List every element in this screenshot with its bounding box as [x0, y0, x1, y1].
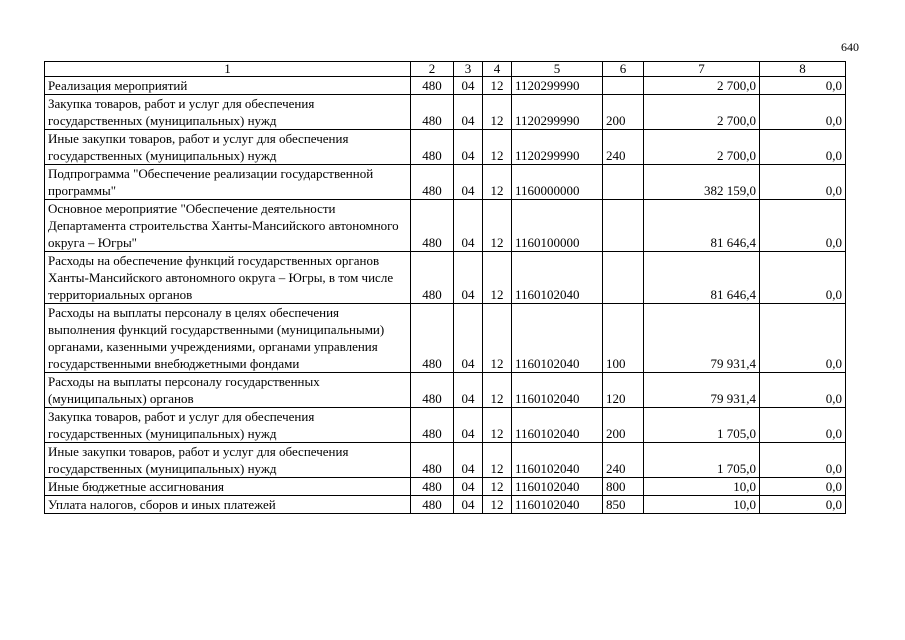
row-amount-federal: 0,0: [760, 165, 846, 200]
row-expense-type: 240: [603, 443, 644, 478]
row-section: 04: [454, 95, 483, 130]
row-target-article: 1120299990: [512, 95, 603, 130]
row-amount: 382 159,0: [644, 165, 760, 200]
row-amount: 2 700,0: [644, 130, 760, 165]
table-row: [45, 408, 846, 443]
row-name: Иные закупки товаров, работ и услуг для обеспечения государственных (муниципальных) нужд: [45, 130, 411, 165]
table-row: [45, 165, 846, 200]
row-amount: 1 705,0: [644, 408, 760, 443]
row-expense-type: [603, 165, 644, 200]
row-target-article: 1120299990: [512, 77, 603, 95]
row-name: Закупка товаров, работ и услуг для обеспечения государственных (муниципальных) нужд: [45, 95, 411, 130]
row-amount-federal: 0,0: [760, 77, 846, 95]
row-expense-type: 240: [603, 130, 644, 165]
row-target-article: 1160102040: [512, 252, 603, 304]
row-ministry-code: 480: [411, 496, 454, 514]
row-name: Расходы на выплаты персоналу в целях обеспечения выполнения функций государственными (муниципальными) органами, казенными учреждениями, органами управления государственными внебюджетными фондами: [45, 304, 411, 373]
row-section: 04: [454, 443, 483, 478]
row-expense-type: 200: [603, 408, 644, 443]
row-amount: 10,0: [644, 496, 760, 514]
row-section: 04: [454, 252, 483, 304]
row-subsection: 12: [483, 478, 512, 496]
row-name: Иные бюджетные ассигнования: [45, 478, 411, 496]
table-row: [45, 478, 846, 496]
row-ministry-code: 480: [411, 478, 454, 496]
row-expense-type: 100: [603, 304, 644, 373]
row-name: Расходы на выплаты персоналу государственных (муниципальных) органов: [45, 373, 411, 408]
table-row: [45, 252, 846, 304]
table-row: [45, 130, 846, 165]
row-subsection: 12: [483, 77, 512, 95]
row-subsection: 12: [483, 95, 512, 130]
row-subsection: 12: [483, 130, 512, 165]
row-amount-federal: 0,0: [760, 304, 846, 373]
row-amount-federal: 0,0: [760, 252, 846, 304]
row-amount: 81 646,4: [644, 252, 760, 304]
row-ministry-code: 480: [411, 95, 454, 130]
column-header: 6: [603, 62, 644, 77]
row-amount: 1 705,0: [644, 443, 760, 478]
column-number-header-row: [45, 62, 846, 77]
row-amount-federal: 0,0: [760, 373, 846, 408]
table-row: [45, 77, 846, 95]
row-amount: 81 646,4: [644, 200, 760, 252]
row-amount-federal: 0,0: [760, 95, 846, 130]
row-name: Уплата налогов, сборов и иных платежей: [45, 496, 411, 514]
row-section: 04: [454, 130, 483, 165]
row-ministry-code: 480: [411, 373, 454, 408]
row-target-article: 1160102040: [512, 478, 603, 496]
column-header: 5: [512, 62, 603, 77]
row-ministry-code: 480: [411, 304, 454, 373]
table-row: [45, 200, 846, 252]
row-target-article: 1160100000: [512, 200, 603, 252]
row-name: Реализация мероприятий: [45, 77, 411, 95]
row-name: Подпрограмма "Обеспечение реализации государственной программы": [45, 165, 411, 200]
row-amount-federal: 0,0: [760, 478, 846, 496]
row-target-article: 1160102040: [512, 304, 603, 373]
row-subsection: 12: [483, 252, 512, 304]
row-target-article: 1160102040: [512, 443, 603, 478]
row-section: 04: [454, 478, 483, 496]
row-target-article: 1160102040: [512, 496, 603, 514]
row-subsection: 12: [483, 200, 512, 252]
row-name: Расходы на обеспечение функций государственных органов Ханты-Мансийского автономного округа – Югры, в том числе территориальных органов: [45, 252, 411, 304]
row-subsection: 12: [483, 408, 512, 443]
row-section: 04: [454, 496, 483, 514]
row-section: 04: [454, 200, 483, 252]
row-expense-type: 800: [603, 478, 644, 496]
table-row: [45, 95, 846, 130]
column-header: 1: [45, 62, 411, 77]
row-expense-type: 120: [603, 373, 644, 408]
row-target-article: 1160000000: [512, 165, 603, 200]
row-expense-type: 850: [603, 496, 644, 514]
row-ministry-code: 480: [411, 165, 454, 200]
page-number: 640: [841, 40, 859, 54]
column-header: 2: [411, 62, 454, 77]
table-row: [45, 443, 846, 478]
row-amount: 10,0: [644, 478, 760, 496]
row-ministry-code: 480: [411, 252, 454, 304]
row-expense-type: [603, 252, 644, 304]
row-subsection: 12: [483, 373, 512, 408]
row-amount-federal: 0,0: [760, 130, 846, 165]
table-row: [45, 373, 846, 408]
row-name: Закупка товаров, работ и услуг для обеспечения государственных (муниципальных) нужд: [45, 408, 411, 443]
row-amount: 79 931,4: [644, 304, 760, 373]
row-amount-federal: 0,0: [760, 443, 846, 478]
row-ministry-code: 480: [411, 200, 454, 252]
row-ministry-code: 480: [411, 130, 454, 165]
row-target-article: 1160102040: [512, 408, 603, 443]
row-expense-type: 200: [603, 95, 644, 130]
row-expense-type: [603, 200, 644, 252]
row-section: 04: [454, 373, 483, 408]
row-name: Основное мероприятие "Обеспечение деятельности Департамента строительства Ханты-Мансийского автономного округа – Югры": [45, 200, 411, 252]
row-subsection: 12: [483, 165, 512, 200]
column-header: 4: [483, 62, 512, 77]
row-subsection: 12: [483, 496, 512, 514]
row-section: 04: [454, 304, 483, 373]
column-header: 8: [760, 62, 846, 77]
row-target-article: 1160102040: [512, 373, 603, 408]
budget-table: [44, 61, 846, 514]
row-target-article: 1120299990: [512, 130, 603, 165]
row-section: 04: [454, 165, 483, 200]
row-ministry-code: 480: [411, 408, 454, 443]
row-subsection: 12: [483, 304, 512, 373]
row-name: Иные закупки товаров, работ и услуг для обеспечения государственных (муниципальных) нужд: [45, 443, 411, 478]
row-amount-federal: 0,0: [760, 200, 846, 252]
row-expense-type: [603, 77, 644, 95]
row-section: 04: [454, 77, 483, 95]
row-amount: 2 700,0: [644, 95, 760, 130]
row-ministry-code: 480: [411, 443, 454, 478]
table-row: [45, 304, 846, 373]
row-section: 04: [454, 408, 483, 443]
row-amount: 2 700,0: [644, 77, 760, 95]
row-amount-federal: 0,0: [760, 408, 846, 443]
column-header: 7: [644, 62, 760, 77]
column-header: 3: [454, 62, 483, 77]
row-amount: 79 931,4: [644, 373, 760, 408]
row-subsection: 12: [483, 443, 512, 478]
table-row: [45, 496, 846, 514]
row-ministry-code: 480: [411, 77, 454, 95]
row-amount-federal: 0,0: [760, 496, 846, 514]
